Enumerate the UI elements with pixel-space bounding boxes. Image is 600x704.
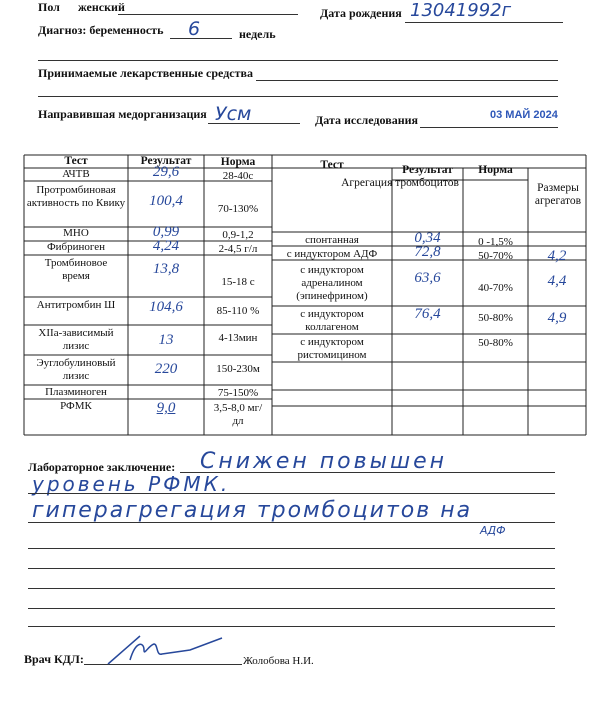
row-test: Эуглобулиновый лизис xyxy=(36,357,116,382)
sex-value: женский xyxy=(78,0,125,14)
row-result[interactable]: 220 xyxy=(154,361,178,377)
row-test: МНО xyxy=(63,227,89,239)
agg-row-test: спонтанная xyxy=(305,234,359,246)
signature-image xyxy=(100,630,230,670)
row-norm: 85-110 % xyxy=(216,305,260,317)
col-header-result-2: Результат xyxy=(402,164,453,176)
agg-row-norm: 50-80% xyxy=(478,337,513,349)
row-norm: 75-150% xyxy=(217,387,259,399)
row-test: Антитромбин Ш xyxy=(36,299,116,311)
agg-row-test: с индуктором АДФ xyxy=(286,248,378,260)
row-result[interactable]: 13,8 xyxy=(152,261,180,277)
agg-row-test: с индуктором коллагеном xyxy=(300,308,364,333)
dob-label: Дата рождения xyxy=(320,6,402,20)
aggregation-title: Агрегация тромбоцитов xyxy=(341,177,459,189)
col-header-result: Результат xyxy=(140,155,192,167)
doctor-name: Жолобова Н.И. xyxy=(243,655,314,667)
conclusion-underline xyxy=(28,548,555,549)
row-result[interactable]: 100,4 xyxy=(149,193,183,209)
row-norm: 28-40с xyxy=(222,170,254,182)
sex-label: Пол xyxy=(38,0,60,14)
agg-row-size[interactable]: 4,4 xyxy=(547,273,567,289)
conclusion-underline xyxy=(28,522,555,523)
conclusion-underline xyxy=(180,472,555,473)
conclusion-underline xyxy=(28,608,555,609)
row-test: XIIa-зависимый лизис xyxy=(38,327,114,352)
org-value[interactable]: Усм xyxy=(215,103,252,125)
row-result[interactable]: 13 xyxy=(158,332,174,348)
row-test: Тромбиновое время xyxy=(44,257,108,282)
col-header-test-2: Тест xyxy=(320,159,344,171)
org-label: Направившая медорганизация xyxy=(38,107,207,121)
weeks-label: недель xyxy=(239,27,276,41)
conclusion-label: Лабораторное заключение: xyxy=(28,460,176,474)
col-header-test: Тест xyxy=(64,155,88,167)
row-norm: 150-230м xyxy=(216,363,260,375)
row-result[interactable]: 29,6 xyxy=(152,164,180,180)
conclusion-line-3[interactable]: гиперагрегация тромбоцитов на xyxy=(32,498,473,523)
agg-row-test: с индуктором адреналином (эпинефрином) xyxy=(296,264,368,302)
row-norm: 2-4,5 г/л xyxy=(218,243,258,255)
agg-row-result[interactable]: 0,34 xyxy=(414,230,441,246)
date-label: Дата исследования xyxy=(315,113,419,127)
row-result[interactable]: 104,6 xyxy=(149,299,183,315)
agg-row-norm: 40-70% xyxy=(478,282,513,294)
conclusion-line-1[interactable]: Снижен повышен xyxy=(200,449,448,474)
diagnosis-label: Диагноз: беременность xyxy=(38,23,164,37)
row-norm: 3,5-8,0 мг/дл xyxy=(213,402,263,427)
row-norm: 15-18 с xyxy=(221,276,255,288)
agg-row-size[interactable]: 4,2 xyxy=(547,248,567,264)
row-norm: 0,9-1,2 xyxy=(222,229,254,241)
doctor-label: Врач КДЛ: xyxy=(24,652,84,666)
row-test: АЧТВ xyxy=(62,168,90,180)
agg-row-test: с индуктором ристомицином xyxy=(297,336,367,361)
row-norm: 4-13мин xyxy=(218,332,258,344)
agg-row-norm: 50-70% xyxy=(478,250,513,262)
agg-row-norm: 0 -1,5% xyxy=(478,236,513,248)
agg-row-size[interactable]: 4,9 xyxy=(547,310,567,326)
row-norm: 70-130% xyxy=(217,203,259,215)
conclusion-line-2[interactable]: уровень РФМК. xyxy=(32,472,231,496)
conclusion-underline xyxy=(28,588,555,589)
conclusion-underline xyxy=(28,626,555,627)
date-stamp: 03 МАЙ 2024 xyxy=(490,109,558,121)
conclusion-line-3b[interactable]: АДФ xyxy=(480,524,506,537)
agg-row-result[interactable]: 76,4 xyxy=(414,306,441,322)
conclusion-underline xyxy=(28,568,555,569)
agg-row-norm: 50-80% xyxy=(478,312,513,324)
agg-row-result[interactable]: 63,6 xyxy=(414,270,441,286)
agg-row-result[interactable]: 72,8 xyxy=(414,244,441,260)
row-result[interactable]: 0,99 xyxy=(152,224,180,240)
row-test: Фибриноген xyxy=(46,241,106,253)
col-header-norm-2: Норма xyxy=(478,164,513,176)
row-test: Плазминоген xyxy=(45,386,107,398)
weeks-value[interactable]: 6 xyxy=(188,18,201,40)
col-header-norm: Норма xyxy=(220,156,256,168)
drugs-label: Принимаемые лекарственные средства xyxy=(38,66,253,80)
conclusion-underline xyxy=(28,493,555,494)
row-result[interactable]: 4,24 xyxy=(152,238,180,254)
aggregate-sizes-title: Размеры агрегатов xyxy=(534,182,582,207)
dob-value[interactable]: 13041992г xyxy=(410,0,512,21)
row-test: РФМК xyxy=(60,400,92,412)
row-test: Протромбиновая активность по Квику xyxy=(26,184,126,209)
row-result[interactable]: 9,0 xyxy=(156,400,176,416)
